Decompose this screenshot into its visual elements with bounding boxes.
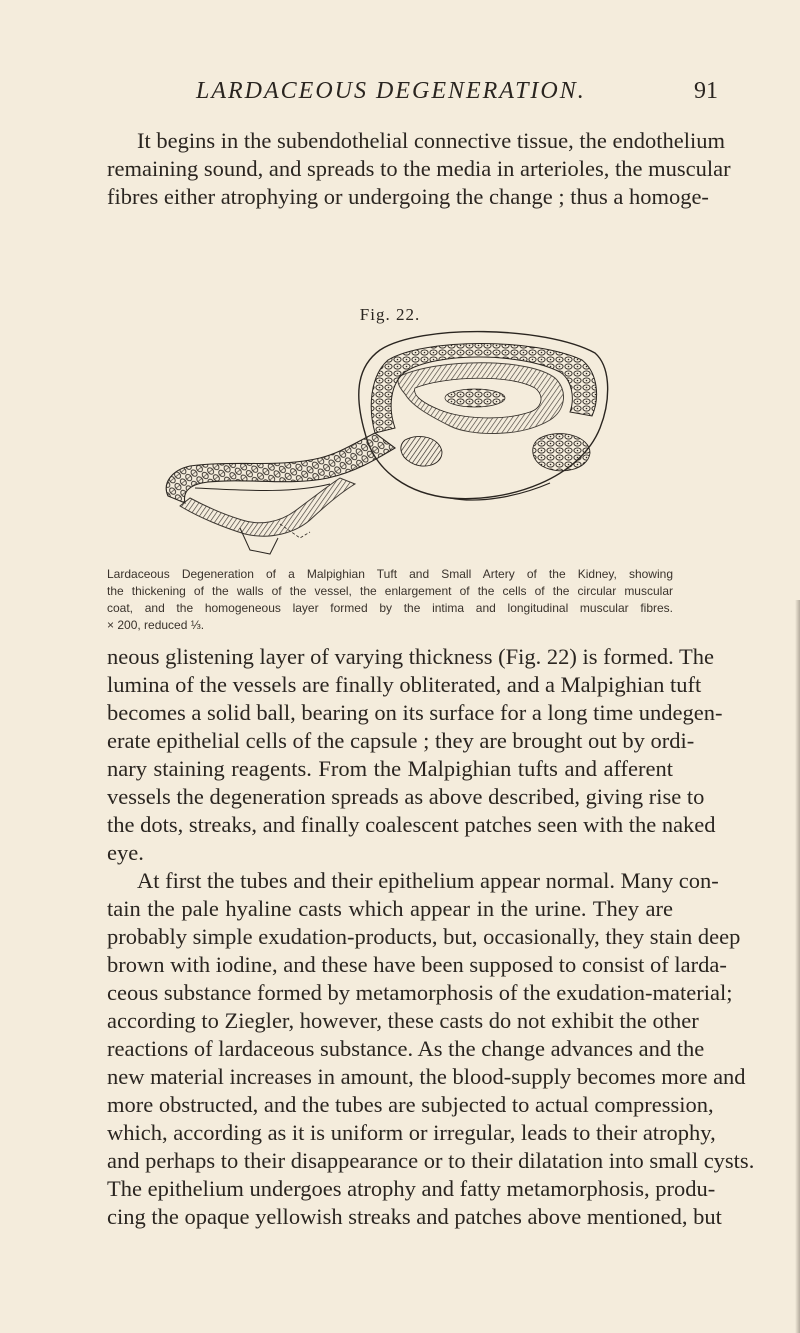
text-line: lumina of the vessels are finally obliterated, and a Malpighian tuft: [107, 672, 702, 697]
text-line: vessels the degeneration spreads as above described, giving rise to: [107, 784, 705, 809]
text-line: eye.: [107, 840, 144, 865]
text-line: At first the tubes and their epithelium appear normal. Many con-: [137, 868, 719, 893]
body-paragraph-1: [107, 643, 723, 867]
text-line: probably simple exudation-products, but, occasionally, they stain deep: [107, 924, 741, 949]
text-line: nary staining reagents. From the Malpighian tufts and afferent: [107, 756, 673, 781]
figure-caption: [107, 566, 673, 634]
text-line: becomes a solid ball, bearing on its surface for a long time undegen-: [107, 700, 723, 725]
text-line: new material increases in amount, the blood-supply becomes more and: [107, 1064, 746, 1089]
page-number: 91: [694, 78, 718, 104]
text-line: which, according as it is uniform or irregular, leads to their atrophy,: [107, 1120, 716, 1145]
top-paragraph: [107, 127, 731, 211]
caption-line: × 200, reduced ⅓.: [107, 618, 205, 632]
running-title: LARDACEOUS DEGENERATION.: [196, 78, 586, 104]
text-line: fibres either atrophying or undergoing the change ; thus a homoge-: [107, 184, 709, 209]
text-line: It begins in the subendothelial connective tissue, the endothelium: [137, 128, 725, 153]
text-line: The epithelium undergoes atrophy and fatty metamorphosis, produ-: [107, 1176, 716, 1201]
caption-line: Lardaceous Degeneration of a Malpighian Tuft and Small Artery of the Kidney, showing: [107, 567, 673, 581]
text-line: ceous substance formed by metamorphosis of the exudation-material;: [107, 980, 733, 1005]
text-line: and perhaps to their disappearance or to their dilatation into small cysts.: [107, 1148, 755, 1173]
text-line: according to Ziegler, however, these casts do not exhibit the other: [107, 1008, 699, 1033]
text-line: remaining sound, and spreads to the media in arterioles, the muscular: [107, 156, 731, 181]
figure-label: Fig. 22.: [359, 305, 421, 324]
text-line: neous glistening layer of varying thickness (Fig. 22) is formed. The: [107, 644, 714, 669]
caption-line: coat, and the homogeneous layer formed by the intima and longitudinal muscular fibres.: [107, 601, 673, 615]
text-line: erate epithelial cells of the capsule ; they are brought out by ordi-: [107, 728, 695, 753]
page-binding-shadow: [795, 600, 800, 1333]
body-paragraph-2: [107, 867, 755, 1231]
text-line: the dots, streaks, and finally coalescent patches seen with the naked: [107, 812, 716, 837]
figure-illustration: [150, 328, 610, 556]
text-line: reactions of lardaceous substance. As the change advances and the: [107, 1036, 705, 1061]
caption-line: the thickening of the walls of the vessel, the enlargement of the cells of the circular muscular: [107, 584, 673, 598]
text-line: brown with iodine, and these have been supposed to consist of larda-: [107, 952, 727, 977]
text-line: tain the pale hyaline casts which appear in the urine. They are: [107, 896, 673, 921]
text-line: cing the opaque yellowish streaks and patches above mentioned, but: [107, 1204, 722, 1229]
text-line: more obstructed, and the tubes are subjected to actual compression,: [107, 1092, 714, 1117]
page-header: [118, 78, 718, 114]
